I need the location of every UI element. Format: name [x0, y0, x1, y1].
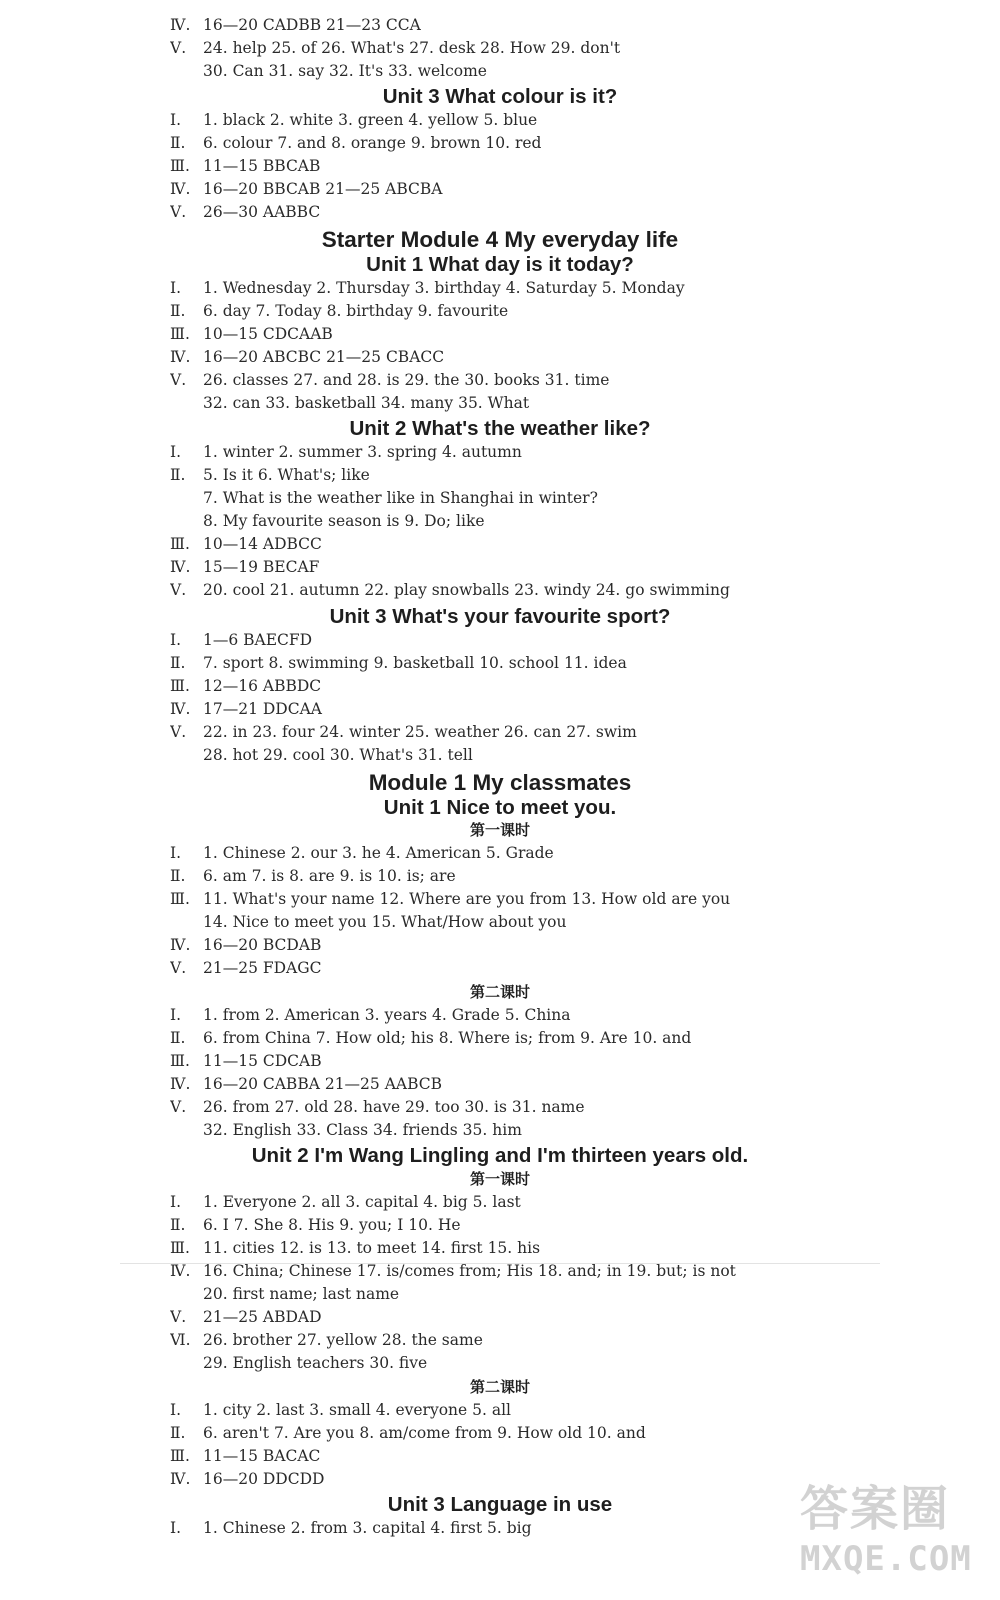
- answer-line: [170, 277, 990, 300]
- section-numeral: Ⅱ.: [170, 1216, 186, 1234]
- answer-line: [170, 1191, 990, 1214]
- section-numeral: Ⅱ.: [170, 134, 186, 152]
- answer-line: [170, 579, 990, 602]
- answer-line: [170, 652, 990, 675]
- answer-line: [170, 1260, 990, 1283]
- section-numeral: Ⅲ.: [170, 157, 190, 175]
- answer-line: [170, 1329, 990, 1352]
- section-numeral: Ⅲ.: [170, 1447, 190, 1465]
- answer-line: [170, 1214, 990, 1237]
- answer-line: [170, 556, 990, 579]
- section-numeral: Ⅰ.: [170, 631, 182, 649]
- answer-text: 16—20 BCDAB: [203, 936, 322, 954]
- answer-text: 16—20 ABCBC 21—25 CBACC: [203, 348, 445, 366]
- answer-text: 15—19 BECAF: [203, 558, 320, 576]
- section-numeral: Ⅳ.: [170, 348, 191, 366]
- module-heading: Starter Module 4 My everyday life: [321, 227, 679, 252]
- answer-text: 22. in 23. four 24. winter 25. weather 26. can 27. swim: [203, 723, 637, 741]
- answer-continuation: 8. My favourite season is 9. Do; like: [203, 512, 485, 530]
- answer-line: [170, 1517, 990, 1540]
- answer-line: [170, 1306, 990, 1329]
- watermark-title: 答案圈: [800, 1481, 951, 1537]
- section-numeral: Ⅱ.: [170, 654, 186, 672]
- answer-line: [170, 1237, 990, 1260]
- unit-heading: Unit 2 I'm Wang Lingling and I'm thirteen years old.: [251, 1144, 749, 1167]
- section-numeral: Ⅴ.: [170, 39, 187, 57]
- answer-text: 10—14 ADBCC: [203, 535, 322, 553]
- lesson-heading: 第二课时: [469, 983, 530, 1001]
- answer-text: 1. winter 2. summer 3. spring 4. autumn: [203, 443, 522, 461]
- answer-text: 16—20 CABBA 21—25 AABCB: [203, 1075, 443, 1093]
- section-numeral: Ⅱ.: [170, 302, 186, 320]
- answer-line: [170, 178, 990, 201]
- section-numeral: Ⅴ.: [170, 1308, 187, 1326]
- section-numeral: Ⅲ.: [170, 890, 190, 908]
- answer-line: [170, 464, 990, 487]
- answer-line: [170, 842, 990, 865]
- answer-line: [170, 698, 990, 721]
- answer-line: [170, 888, 990, 911]
- answer-line: [170, 629, 990, 652]
- answer-line: [170, 1050, 990, 1073]
- section-numeral: Ⅴ.: [170, 203, 187, 221]
- answer-text: 26. classes 27. and 28. is 29. the 30. books 31. time: [203, 371, 610, 389]
- section-numeral: Ⅴ.: [170, 723, 187, 741]
- answer-text: 1. city 2. last 3. small 4. everyone 5. all: [203, 1401, 512, 1419]
- answer-text: 11—15 BACAC: [203, 1447, 321, 1465]
- section-numeral: Ⅳ.: [170, 936, 191, 954]
- lesson-heading: 第一课时: [469, 821, 530, 839]
- answer-line: [170, 369, 990, 392]
- answer-text: 11. What's your name 12. Where are you from 13. How old are you: [203, 890, 731, 908]
- lesson-heading: 第一课时: [469, 1170, 530, 1188]
- answer-text: 11—15 BBCAB: [203, 157, 321, 175]
- answer-line: [170, 109, 990, 132]
- answer-line: [170, 37, 990, 60]
- section-numeral: Ⅱ.: [170, 466, 186, 484]
- answer-text: 26. brother 27. yellow 28. the same: [203, 1331, 483, 1349]
- section-numeral: Ⅲ.: [170, 1239, 190, 1257]
- section-numeral: Ⅰ.: [170, 1006, 182, 1024]
- section-numeral: Ⅲ.: [170, 535, 190, 553]
- answer-text: 6. am 7. is 8. are 9. is 10. is; are: [203, 867, 456, 885]
- section-numeral: Ⅳ.: [170, 16, 191, 34]
- lesson-heading: 第二课时: [469, 1378, 530, 1396]
- answer-text: 16—20 CADBB 21—23 CCA: [203, 16, 421, 34]
- answer-line: [170, 132, 990, 155]
- answer-continuation: 29. English teachers 30. five: [203, 1354, 428, 1372]
- section-numeral: Ⅱ.: [170, 1424, 186, 1442]
- answer-line: [170, 1468, 990, 1491]
- answer-text: 11. cities 12. is 13. to meet 14. first 15. his: [203, 1239, 541, 1257]
- answer-continuation: 28. hot 29. cool 30. What's 31. tell: [203, 746, 473, 764]
- answer-text: 1. Wednesday 2. Thursday 3. birthday 4. Saturday 5. Monday: [203, 279, 685, 297]
- section-numeral: Ⅳ.: [170, 1262, 191, 1280]
- answer-text: 10—15 CDCAAB: [203, 325, 333, 343]
- section-numeral: Ⅱ.: [170, 1029, 186, 1047]
- section-numeral: Ⅳ.: [170, 180, 191, 198]
- answer-text: 6. colour 7. and 8. orange 9. brown 10. red: [203, 134, 542, 152]
- section-numeral: Ⅲ.: [170, 1052, 190, 1070]
- answer-text: 26—30 AABBC: [203, 203, 321, 221]
- answer-continuation: 7. What is the weather like in Shanghai in winter?: [203, 489, 598, 507]
- answer-line: [170, 675, 990, 698]
- answer-text: 11—15 CDCAB: [203, 1052, 322, 1070]
- answer-line: [170, 1096, 990, 1119]
- section-numeral: Ⅳ.: [170, 1470, 191, 1488]
- section-numeral: Ⅰ.: [170, 844, 182, 862]
- answer-line: [170, 1073, 990, 1096]
- unit-heading: Unit 1 What day is it today?: [366, 253, 634, 276]
- answer-line: [170, 323, 990, 346]
- section-numeral: Ⅴ.: [170, 371, 187, 389]
- section-numeral: Ⅲ.: [170, 325, 190, 343]
- answer-line: [170, 721, 990, 744]
- unit-heading: Unit 1 Nice to meet you.: [383, 796, 617, 819]
- answer-line: [170, 201, 990, 224]
- answer-line: [170, 533, 990, 556]
- section-numeral: Ⅴ.: [170, 1098, 187, 1116]
- answer-text: 26. from 27. old 28. have 29. too 30. is 31. name: [203, 1098, 585, 1116]
- answer-line: [170, 155, 990, 178]
- answer-continuation: 30. Can 31. say 32. It's 33. welcome: [203, 62, 487, 80]
- answer-line: [170, 300, 990, 323]
- answer-text: 1—6 BAECFD: [203, 631, 313, 649]
- section-numeral: Ⅴ.: [170, 581, 187, 599]
- answer-continuation: 14. Nice to meet you 15. What/How about you: [203, 913, 567, 931]
- section-numeral: Ⅰ.: [170, 279, 182, 297]
- answer-text: 16—20 DDCDD: [203, 1470, 325, 1488]
- answer-line: [170, 957, 990, 980]
- answer-text: 1. from 2. American 3. years 4. Grade 5. China: [203, 1006, 571, 1024]
- section-numeral: Ⅳ.: [170, 558, 191, 576]
- answer-text: 1. Everyone 2. all 3. capital 4. big 5. last: [203, 1193, 521, 1211]
- answer-continuation: 32. English 33. Class 34. friends 35. him: [203, 1121, 522, 1139]
- answer-text: 16—20 BBCAB 21—25 ABCBA: [203, 180, 443, 198]
- module-heading: Module 1 My classmates: [368, 770, 632, 795]
- answer-text: 6. aren't 7. Are you 8. am/come from 9. How old 10. and: [203, 1424, 646, 1442]
- section-numeral: Ⅰ.: [170, 1519, 182, 1537]
- answer-continuation: 32. can 33. basketball 34. many 35. What: [203, 394, 530, 412]
- answer-continuation: 20. first name; last name: [203, 1285, 400, 1303]
- answer-text: 1. Chinese 2. our 3. he 4. American 5. Grade: [203, 844, 554, 862]
- answer-text: 7. sport 8. swimming 9. basketball 10. school 11. idea: [203, 654, 627, 672]
- watermark-url: MXQE.COM: [800, 1539, 972, 1579]
- section-numeral: Ⅱ.: [170, 867, 186, 885]
- answer-text: 16. China; Chinese 17. is/comes from; His 18. and; in 19. but; is not: [203, 1262, 736, 1280]
- answer-text: 21—25 FDAGC: [203, 959, 322, 977]
- section-numeral: Ⅰ.: [170, 1193, 182, 1211]
- answer-text: 12—16 ABBDC: [203, 677, 322, 695]
- unit-heading: Unit 2 What's the weather like?: [349, 417, 651, 440]
- answer-text: 17—21 DDCAA: [203, 700, 322, 718]
- section-numeral: Ⅴ.: [170, 959, 187, 977]
- section-numeral: Ⅰ.: [170, 111, 182, 129]
- answer-line: [170, 1004, 990, 1027]
- section-numeral: Ⅵ.: [170, 1331, 191, 1349]
- answer-line: [170, 441, 990, 464]
- answer-line: [170, 1027, 990, 1050]
- section-numeral: Ⅲ.: [170, 677, 190, 695]
- section-numeral: Ⅳ.: [170, 700, 191, 718]
- section-numeral: Ⅰ.: [170, 1401, 182, 1419]
- answer-line: [170, 1445, 990, 1468]
- answer-text: 6. day 7. Today 8. birthday 9. favourite: [203, 302, 509, 320]
- answer-text: 6. I 7. She 8. His 9. you; I 10. He: [203, 1216, 461, 1234]
- unit-heading: Unit 3 What colour is it?: [382, 85, 618, 108]
- answer-text: 1. black 2. white 3. green 4. yellow 5. blue: [203, 111, 538, 129]
- answer-line: [170, 934, 990, 957]
- unit-heading: Unit 3 Language in use: [387, 1493, 613, 1516]
- section-numeral: Ⅳ.: [170, 1075, 191, 1093]
- answer-line: [170, 865, 990, 888]
- answer-text: 24. help 25. of 26. What's 27. desk 28. How 29. don't: [203, 39, 621, 57]
- answer-text: 6. from China 7. How old; his 8. Where is; from 9. Are 10. and: [203, 1029, 692, 1047]
- answer-line: [170, 1422, 990, 1445]
- unit-heading: Unit 3 What's your favourite sport?: [329, 605, 671, 628]
- answer-text: 5. Is it 6. What's; like: [203, 466, 370, 484]
- answer-line: [170, 346, 990, 369]
- answer-line: [170, 14, 990, 37]
- section-numeral: Ⅰ.: [170, 443, 182, 461]
- answer-text: 21—25 ABDAD: [203, 1308, 322, 1326]
- answer-text: 20. cool 21. autumn 22. play snowballs 23. windy 24. go swimming: [203, 581, 730, 599]
- answer-text: 1. Chinese 2. from 3. capital 4. first 5. big: [203, 1519, 532, 1537]
- answer-line: [170, 1399, 990, 1422]
